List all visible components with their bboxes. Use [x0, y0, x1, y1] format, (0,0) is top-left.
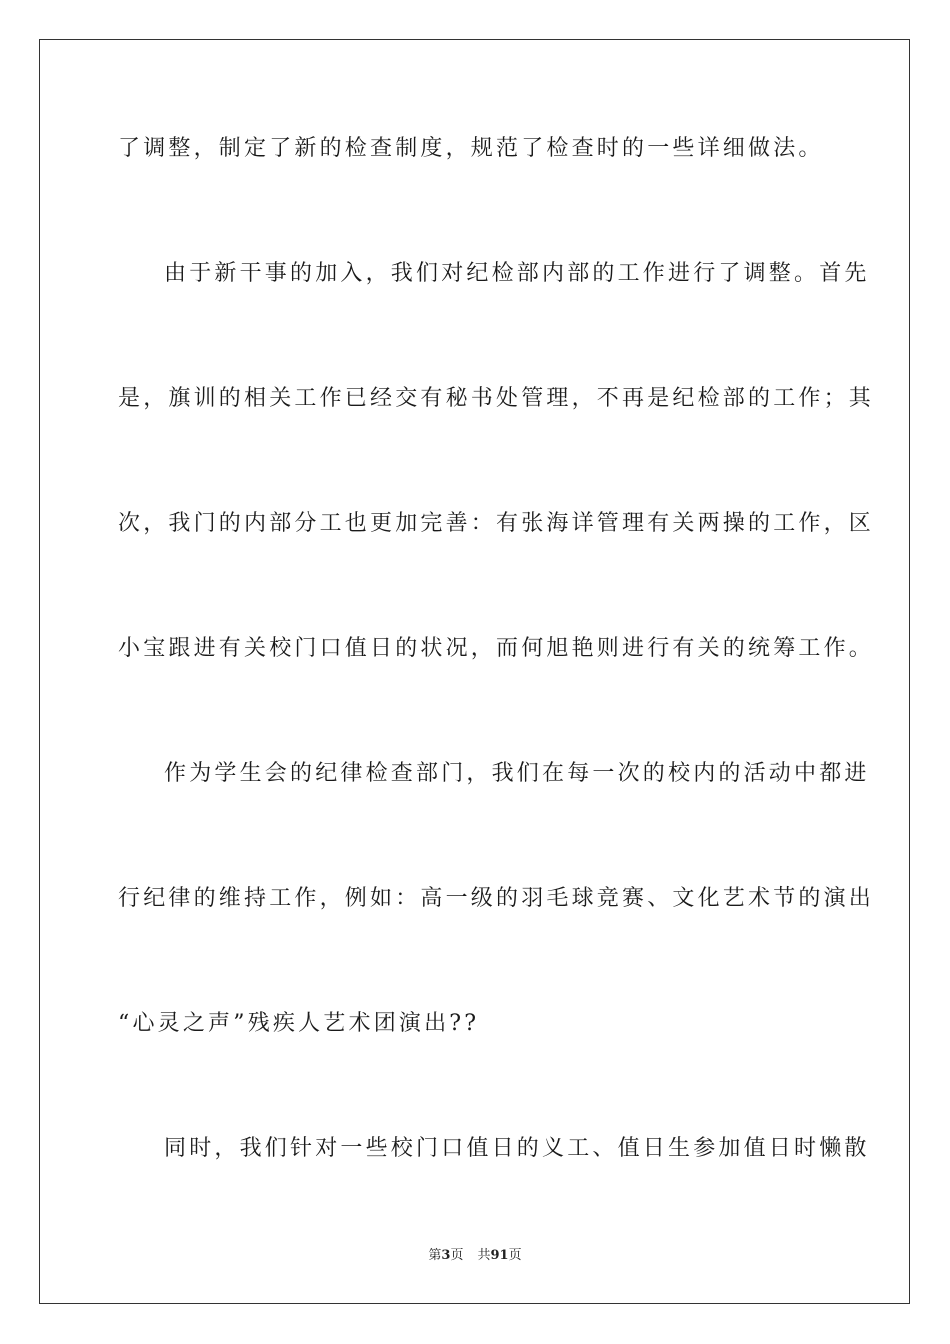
text-line-3: 是，旗训的相关工作已经交有秘书处管理，不再是纪检部的工作；其 [118, 386, 875, 411]
text-line-5: 小宝跟进有关校门口值日的状况，而何旭艳则进行有关的统筹工作。 [118, 636, 875, 661]
text-line-1: 了调整，制定了新的检查制度，规范了检查时的一些详细做法。 [118, 136, 824, 161]
text-line-8: “心灵之声”残疾人艺术团演出?? [118, 1011, 480, 1036]
text-line-6: 作为学生会的纪律检查部门，我们在每一次的校内的活动中都进 [164, 761, 870, 786]
page-suffix: 页 [450, 1248, 464, 1263]
page-footer [0, 1247, 950, 1265]
text-line-4: 次，我门的内部分工也更加完善：有张海详管理有关两操的工作，区 [118, 511, 875, 536]
total-suffix: 页 [508, 1248, 522, 1263]
page-number: 3 [441, 1248, 451, 1263]
total-prefix: 共 [477, 1248, 491, 1263]
page-prefix: 第 [428, 1248, 442, 1263]
text-line-9: 同时，我们针对一些校门口值日的义工、值日生参加值日时懒散 [164, 1136, 870, 1161]
total-pages: 91 [490, 1248, 509, 1263]
page-border [39, 39, 910, 1304]
text-line-7: 行纪律的维持工作，例如：高一级的羽毛球竞赛、文化艺术节的演出 [118, 886, 875, 911]
text-line-2: 由于新干事的加入，我们对纪检部内部的工作进行了调整。首先 [164, 261, 870, 286]
